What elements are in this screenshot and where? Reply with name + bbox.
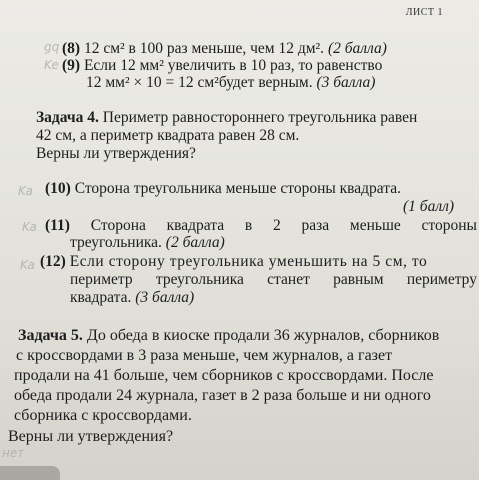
task-5-line-6: Верны ли утверждения? (8, 428, 174, 445)
pencil-mark-6: нет (2, 446, 25, 460)
item-11-line-1 (45, 217, 477, 235)
item-10-points: (1 балл) (403, 198, 455, 215)
page-shadow-edge (0, 466, 60, 480)
task-4-line-2: 42 см, а периметр квадрата равен 28 см. (36, 127, 300, 144)
item-11-word-2: квадрата (166, 217, 225, 234)
task-4-text-1: Периметр равностороннего треугольника равен (102, 109, 418, 126)
pencil-mark-2: Ke (44, 58, 59, 72)
item-11-number: (11) (45, 217, 70, 234)
item-9-points: (3 балла) (316, 74, 376, 91)
task-4-title: Задача 4. (36, 109, 99, 126)
item-12-number: (12) (40, 253, 66, 270)
pencil-mark-3: Ka (18, 184, 33, 198)
pencil-mark-1: gq (44, 40, 60, 54)
item-12-text-3: квадрата. (70, 289, 132, 306)
item-8-text: 12 см² в 100 раз меньше, чем 12 дм². (83, 40, 325, 57)
item-12-word-5: периметру (406, 271, 477, 288)
item-12-points: (3 балла) (135, 289, 195, 306)
item-12-word-3: станет (267, 271, 310, 288)
pencil-mark-4: Ka (22, 220, 37, 234)
item-10 (45, 180, 401, 198)
item-12-line-2 (70, 271, 477, 289)
item-12-word-4: равным (333, 271, 384, 288)
item-12-line-3 (70, 289, 194, 307)
item-11-word-5: раза (301, 217, 330, 234)
task-5-title: Задача 5. (18, 327, 83, 344)
item-11-line-2 (70, 234, 225, 252)
item-12-line-1 (40, 253, 427, 271)
item-11-text-2: треугольника. (70, 234, 162, 251)
task-5-line-4: обеда продали 24 журнала, газет в 2 раза больше и ни одного (14, 387, 431, 404)
pencil-mark-5: Ka (20, 258, 35, 272)
item-11-word-6: меньше (349, 217, 401, 234)
item-8-points: (2 балла) (327, 40, 387, 57)
item-9-line-2 (86, 74, 375, 92)
item-12-word-2: треугольника (155, 271, 244, 288)
task-5-line-3: продали на 41 больше, чем сборников с кроссвордами. После (14, 367, 434, 384)
task-5-line-2: с кроссвордами в 3 раза меньше, чем журналов, а газет (16, 347, 393, 364)
item-11-points: (2 балла) (165, 234, 225, 251)
item-8-number: (8) (62, 40, 81, 57)
task-5-line-1 (18, 326, 439, 346)
item-8 (62, 40, 387, 58)
item-9-number: (9) (62, 57, 81, 74)
task-4-line-3: Верны ли утверждения? (36, 145, 196, 162)
item-11-word-7: стороны (421, 217, 477, 234)
item-10-text: Сторона треугольника меньше стороны квадрата. (74, 180, 402, 197)
item-10-number: (10) (45, 180, 71, 197)
task-5-text-1: До обеда в киоске продали 36 журналов, сборников (86, 327, 440, 344)
task-4-line-1 (36, 109, 417, 127)
item-9-line-1 (62, 57, 382, 75)
item-11-word-1: Сторона (90, 217, 146, 234)
item-11-word-3: в (244, 217, 253, 234)
task-5-line-5: сборника с кроссвордами. (14, 407, 192, 424)
item-11-word-4: 2 (272, 217, 281, 234)
item-12-text-1: Если сторону треугольника уменьшить на 5 см, то (69, 253, 428, 270)
item-9-text: Если 12 мм² увеличить в 10 раз, то равенство (83, 57, 383, 74)
item-9-equation: 12 мм² × 10 = 12 см²будет верным. (86, 74, 313, 91)
sheet-header: ЛИСТ 1 (405, 7, 443, 18)
item-12-word-1: периметр (70, 271, 133, 288)
